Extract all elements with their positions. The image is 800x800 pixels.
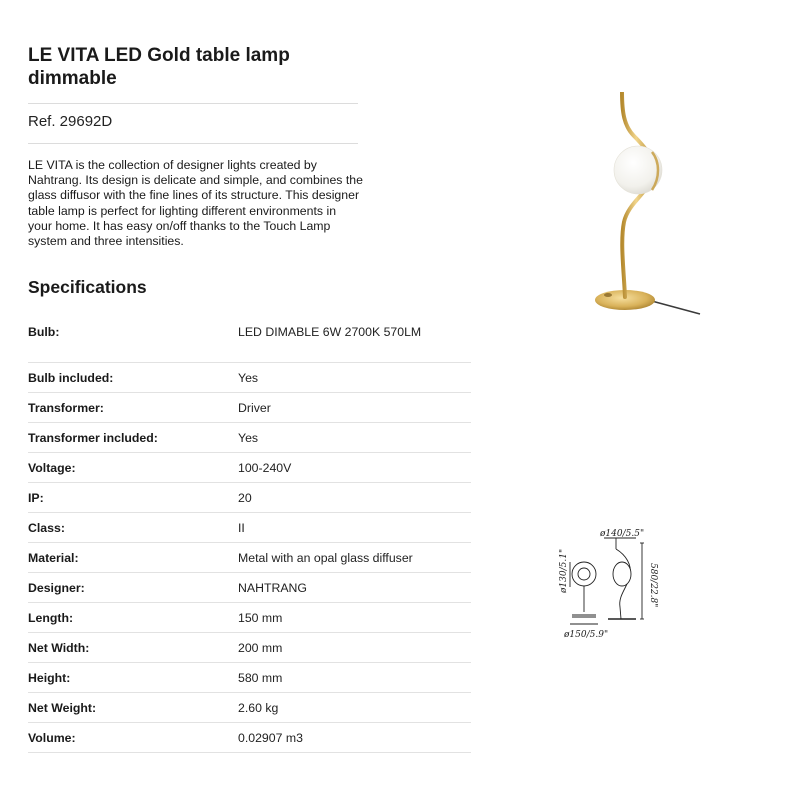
lamp-stem [622, 92, 654, 297]
spec-label: Designer: [28, 581, 85, 595]
globe-diameter-label: ø130/5.1" [559, 548, 569, 593]
spec-row-class [28, 513, 471, 543]
base-diameter-label: ø150/5.9" [564, 630, 609, 640]
spec-value: 200 mm [238, 641, 283, 655]
product-title: LE VITA LED Gold table lamp dimmable [28, 45, 290, 89]
spec-row-transformer-included [28, 423, 471, 453]
spec-value: 20 [238, 491, 252, 505]
spec-row-designer [28, 573, 471, 603]
product-reference: Ref. 29692D [28, 113, 113, 130]
spec-label: Voltage: [28, 461, 76, 475]
spec-label: Height: [28, 671, 71, 685]
spec-value: 100-240V [238, 461, 292, 475]
spec-row-net-weight [28, 693, 471, 723]
spec-value: Yes [238, 371, 259, 385]
dimension-diagram [556, 527, 666, 642]
spec-value: 150 mm [238, 611, 283, 625]
spec-row-voltage [28, 453, 471, 483]
spec-row-length [28, 603, 471, 633]
spec-value: Driver [238, 401, 271, 415]
top-diameter-label: ø140/5.5" [600, 529, 645, 539]
spec-value: Metal with an opal glass diffuser [238, 551, 413, 565]
spec-row-material [28, 543, 471, 573]
spec-label: Bulb: [28, 325, 60, 339]
spec-label: Transformer: [28, 401, 104, 415]
spec-label: IP: [28, 491, 44, 505]
specifications-heading: Specifications [28, 277, 147, 297]
reference-divider [28, 143, 358, 144]
specifications-table [28, 302, 471, 753]
side-view-ring [572, 562, 596, 586]
spec-row-bulb-included [28, 363, 471, 393]
spec-row-net-width [28, 633, 471, 663]
spec-label: Transformer included: [28, 431, 158, 445]
spec-value: II [238, 521, 245, 535]
spec-value: NAHTRANG [238, 581, 308, 595]
spec-row-height [28, 663, 471, 693]
spec-label: Class: [28, 521, 65, 535]
spec-label: Net Width: [28, 641, 90, 655]
spec-row-ip [28, 483, 471, 513]
spec-row-volume [28, 723, 471, 753]
spec-value: 2.60 kg [238, 701, 279, 715]
spec-row-transformer [28, 393, 471, 423]
spec-label: Material: [28, 551, 79, 565]
spec-label: Net Weight: [28, 701, 97, 715]
spec-label: Bulb included: [28, 371, 114, 385]
spec-value: 0.02907 m3 [238, 731, 303, 745]
spec-row-bulb [28, 302, 471, 363]
height-label: 580/22.8" [648, 563, 658, 608]
spec-label: Length: [28, 611, 74, 625]
spec-label: Volume: [28, 731, 76, 745]
spec-value: 580 mm [238, 671, 283, 685]
power-cable [648, 300, 700, 314]
product-description: LE VITA is the collection of designer lights created by Nahtrang. Its design is delicate and simple, and combines the glass diffusor with the fine lines of its structure. This designer table lamp is perfect for lighting different environments in your home. It has easy on/off thanks to the Touch Lamp system and three intensities. [28, 158, 363, 249]
title-divider [28, 103, 358, 104]
spec-value: Yes [238, 431, 259, 445]
product-image [560, 92, 710, 322]
spec-value: LED DIMABLE 6W 2700K 570LM [238, 325, 422, 339]
